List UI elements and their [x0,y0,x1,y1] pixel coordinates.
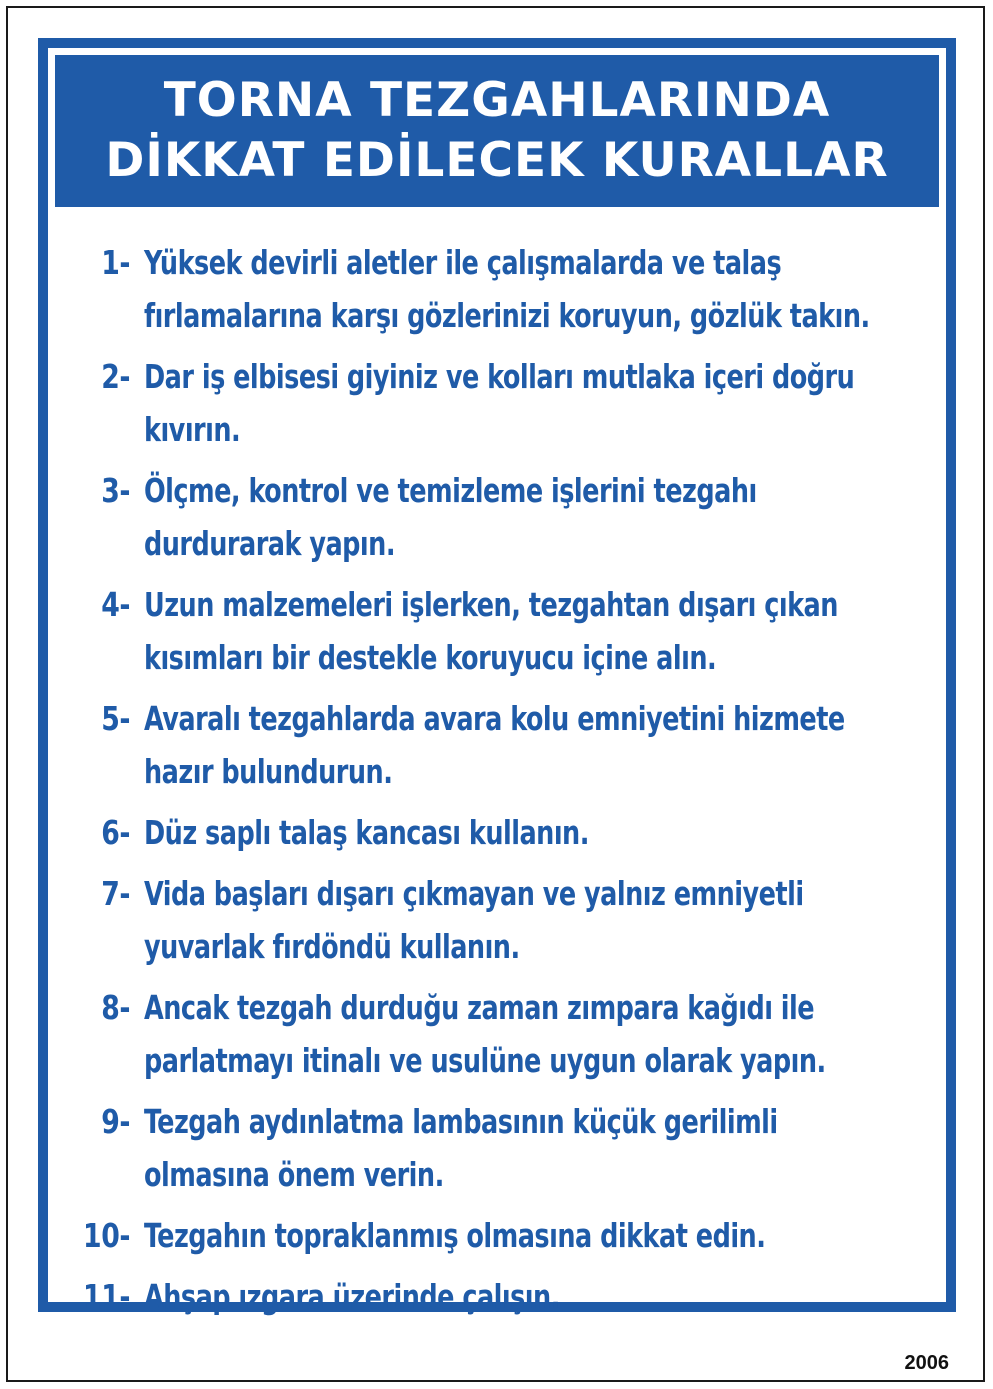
rule-line: hazır bulundurun. [144,752,393,791]
rule-line: Tezgah aydınlatma lambasının küçük gerilimli [144,1102,778,1141]
rule-line: Ancak tezgah durduğu zaman zımpara kağıdı ile [144,988,815,1027]
rule-line: durdurarak yapın. [144,524,396,563]
rule-line: Yüksek devirli aletler ile çalışmalarda ve talaş [144,243,782,282]
rule-text [130,692,959,798]
rule-item [66,350,934,456]
rule-number: 5- [101,699,130,738]
rule-text [130,867,934,973]
rule-line: yuvarlak fırdöndü kullanın. [144,927,520,966]
rule-line: Ölçme, kontrol ve temizleme işlerini tezgahı [144,471,757,510]
rule-text [130,1095,934,1201]
rule-item [66,867,934,973]
sign-code: 2006 [904,1352,949,1374]
title-line-2: DİKKAT EDİLECEK KURALLAR [105,133,889,188]
rule-number: 6- [101,813,130,852]
rule-line: Tezgahın topraklanmış olmasına dikkat edin. [144,1216,766,1255]
rule-number: 2- [101,357,130,396]
rule-text [130,981,937,1087]
rule-line: kısımları bir destekle koruyucu içine alın. [144,638,717,677]
rule-line: Uzun malzemeleri işlerken, tezgahtan dışarı çıkan [144,585,838,624]
rule-item [66,806,934,859]
title-line-1: TORNA TEZGAHLARINDA [163,73,831,128]
rule-item [66,1095,934,1201]
rule-number: 1- [101,243,130,282]
rule-number: 8- [101,988,130,1027]
rule-text [130,578,951,684]
rule-item [66,1209,934,1262]
rule-number: 4- [101,585,130,624]
rule-item [66,578,934,684]
rule-line: kıvırın. [144,410,241,449]
rule-line: Vida başları dışarı çıkmayan ve yalnız emniyetli [144,874,804,913]
rule-line: fırlamalarına karşı gözlerinizi koruyun, gözlük takın. [144,296,870,335]
rule-number: 7- [101,874,130,913]
rule-text [130,806,934,859]
rule-item [66,464,934,570]
rule-line: Ahşap ızgara üzerinde çalışın. [144,1277,560,1316]
rule-text [130,236,988,342]
rule-text [130,464,934,570]
rule-line: olmasına önem verin. [144,1155,444,1194]
rule-text [130,1270,934,1323]
rule-text [130,350,970,456]
rule-number: 9- [101,1102,130,1141]
title-banner [55,55,939,207]
rule-line: Düz saplı talaş kancası kullanın. [144,813,589,852]
rule-number: 11- [83,1277,130,1316]
rule-number: 3- [101,471,130,510]
rule-number: 10- [83,1216,130,1255]
rule-line: Dar iş elbisesi giyiniz ve kolları mutlaka içeri doğru [144,357,855,396]
rule-item [66,1270,934,1323]
rule-item [66,236,934,342]
rule-item [66,981,934,1087]
rule-line: Avaralı tezgahlarda avara kolu emniyetini hizmete [144,699,845,738]
rule-text [130,1209,934,1262]
rule-line: parlatmayı itinalı ve usulüne uygun olarak yapın. [144,1041,826,1080]
rules-list [66,236,934,1331]
rule-item [66,692,934,798]
